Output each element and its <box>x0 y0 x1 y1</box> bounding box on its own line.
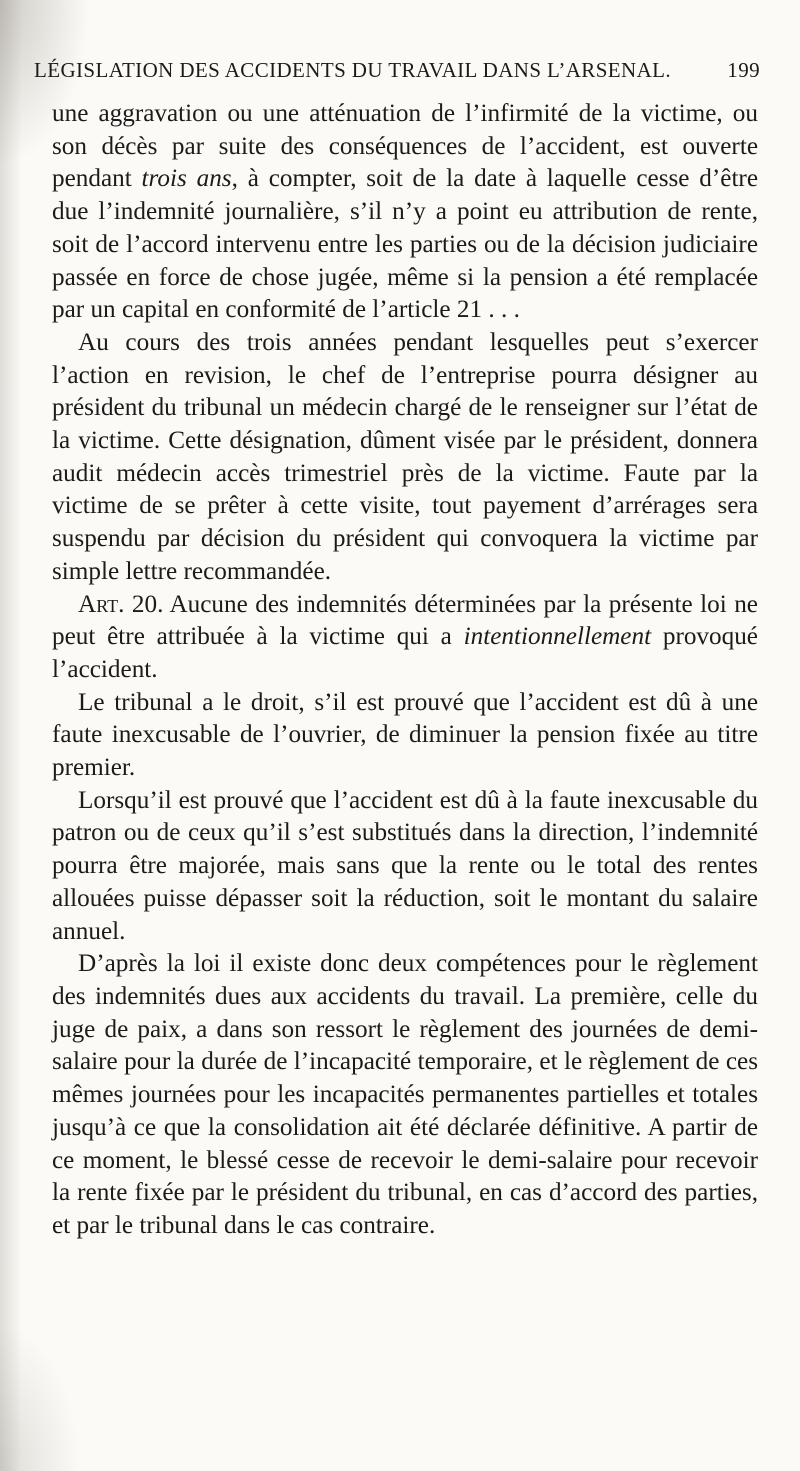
emphasis-text: trois ans <box>141 165 232 193</box>
paragraph-revision-period <box>52 327 758 589</box>
running-title: LÉGISLATION DES ACCIDENTS DU TRAVAIL DANS L’ARSENAL. <box>34 58 672 82</box>
paragraph-text: Lorsqu’il est prouvé que l’accident est dû à la faute inexcusable du patron ou de ceux qu’il s’est substitués dans la direction, l’indemnité pourra être majorée, mais sans que la rente ou le total des rentes allouées puisse dépasser soit la réduction, soit le montant du salaire annuel. <box>52 786 758 945</box>
emphasis-text: intentionnellement <box>463 623 652 651</box>
paragraph-text: Le tribunal a le droit, s’il est prouvé que l’accident est dû à une faute inexcusable de l’ouvrier, de diminuer la pension fixée au titre premier. <box>52 688 758 782</box>
article-label: Art. 20. <box>78 590 164 618</box>
paragraph-text: , à compter, soit de la date à laquelle cesse d’être due l’indemnité journalière, s’il n’y a point eu attribution de rente, soit de l’accord intervenu entre les parties ou de la décision judiciaire passée en force de chose jugée, même si la pension a été remplacée par un capital en conformité de l’article 21 . . . <box>52 165 759 324</box>
paragraph-article-20 <box>52 589 758 687</box>
body-text <box>52 98 758 1243</box>
paragraph-text: D’après la loi il existe donc deux compétences pour le règlement des indemnités dues aux accidents du travail. La première, celle du juge de paix, a dans son ressort le règlement des journées de demi-salaire pour la durée de l’incapacité temporaire, et le règlement de ces mêmes journées pour les incapacités permanentes partielles et totales jusqu’à ce que la consolidation ait été déclarée définitive. A partir de ce moment, le blessé cesse de recevoir le demi-salaire pour recevoir la rente fixée par le président du tribunal, en cas d’accord des parties, et par le tribunal dans le cas contraire. <box>52 950 758 1239</box>
paragraph-text: provoqué l’accident. <box>52 623 758 683</box>
paragraph-inexcusable-fault-worker <box>52 687 758 785</box>
paragraph-revision-continued <box>52 98 758 327</box>
paragraph-text: Aucune des indemnités déterminées par la présente loi ne peut être attribuée à la victime qui a <box>52 590 758 651</box>
paragraph-text: une aggravation ou une atténuation de l’infirmité de la victime, ou son décès par suite des conséquences de l’accident, est ouverte pendant <box>52 100 758 193</box>
paragraph-text: Au cours des trois années pendant lesquelles peut s’exercer l’action en revision, le chef de l’entreprise pourra désigner au président du tribunal un médecin chargé de le renseigner sur l’état de la victime. Cette désignation, dûment visée par le président, donnera audit médecin accès trimestriel près de la victime. Faute par la victime de se prêter à cette visite, tout payement d’arrérages sera suspendu par décision du président qui convoquera la victime par simple lettre recommandée. <box>52 328 758 585</box>
paragraph-inexcusable-fault-employer <box>52 785 758 949</box>
paragraph-two-competences <box>52 948 758 1242</box>
running-head <box>34 58 760 83</box>
page-number: 199 <box>727 58 760 82</box>
